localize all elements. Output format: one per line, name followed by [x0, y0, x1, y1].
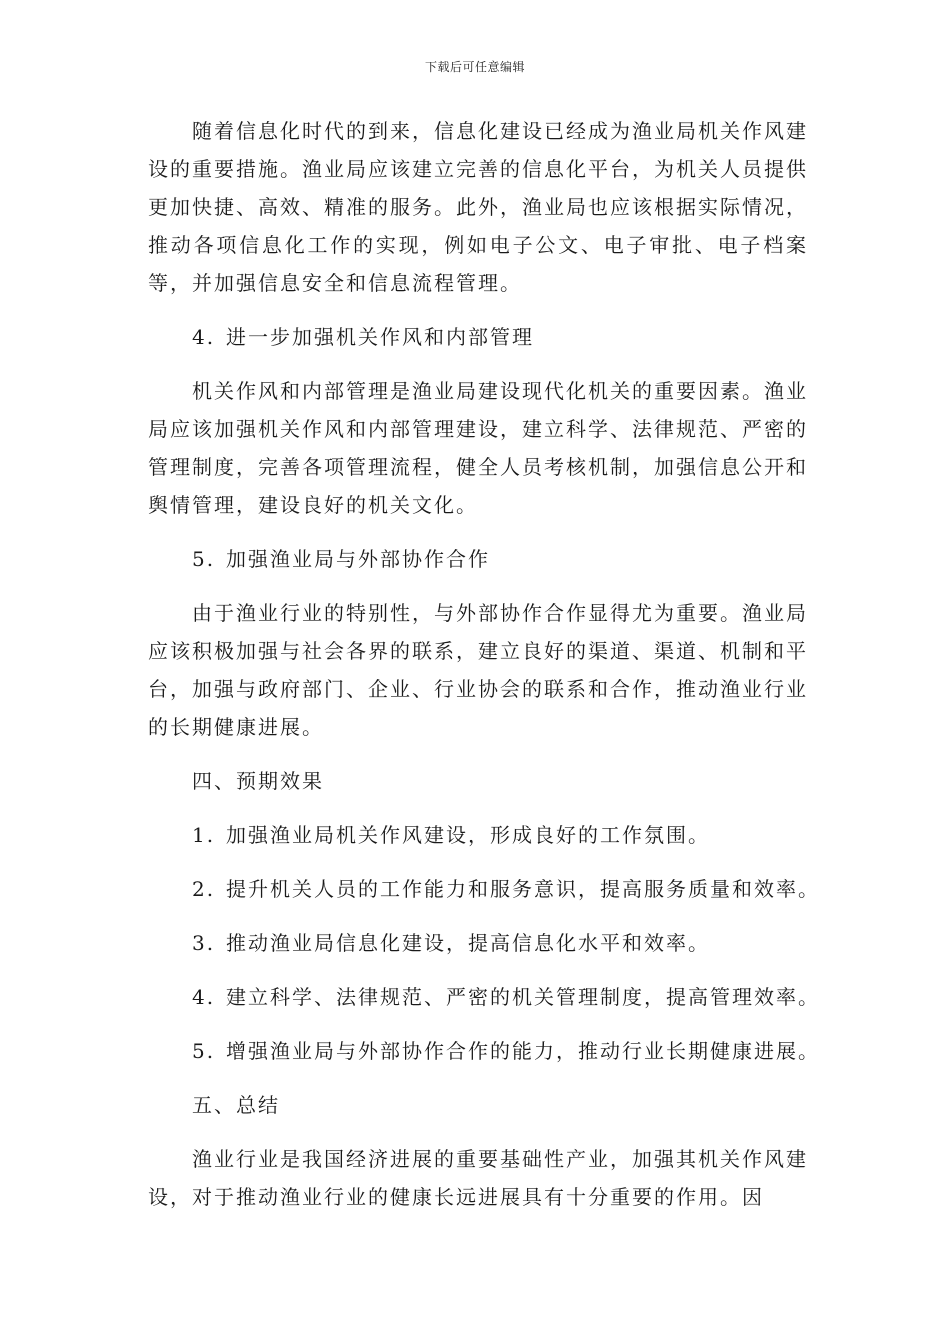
heading-summary: 五、总结 — [192, 1093, 280, 1117]
item-text: 推动渔业局信息化建设，提高信息化水平和效率。 — [226, 931, 710, 955]
effect-item-1 — [192, 816, 808, 854]
item-text: 增强渔业局与外部协作合作的能力，推动行业长期健康进展。 — [226, 1039, 820, 1063]
paragraph-summary: 渔业行业是我国经济进展的重要基础性产业，加强其机关作风建设，对于推动渔业行业的健康长远进展具有十分重要的作用。因 — [148, 1147, 808, 1209]
section-item-4-internal-management — [192, 318, 808, 356]
paragraph-internal-management: 机关作风和内部管理是渔业局建设现代化机关的重要因素。渔业局应该加强机关作风和内部管理建设，建立科学、法律规范、严密的管理制度，完善各项管理流程，健全人员考核机制，加强信息公开和舆情管理，建设良好的机关文化。 — [148, 379, 808, 517]
item-number: 2. — [192, 877, 216, 901]
effect-item-4 — [192, 978, 820, 1016]
paragraph-external-cooperation: 由于渔业行业的特别性，与外部协作合作显得尤为重要。渔业局应该积极加强与社会各界的联系，建立良好的渠道、渠道、机制和平台，加强与政府部门、企业、行业协会的联系和合作，推动渔业行业的长期健康进展。 — [148, 601, 808, 739]
item-number: 3. — [192, 931, 216, 955]
item-text: 加强渔业局与外部协作合作 — [226, 547, 490, 571]
item-text: 提升机关人员的工作能力和服务意识，提高服务质量和效率。 — [226, 877, 820, 901]
paragraph-informatization: 随着信息化时代的到来，信息化建设已经成为渔业局机关作风建设的重要措施。渔业局应该建立完善的信息化平台，为机关人员提供更加快捷、高效、精准的服务。此外，渔业局也应该根据实际情况，推动各项信息化工作的实现，例如电子公文、电子审批、电子档案等，并加强信息安全和信息流程管理。 — [148, 119, 808, 295]
effect-item-3 — [192, 924, 808, 962]
item-number: 1. — [192, 823, 216, 847]
item-text: 建立科学、法律规范、严密的机关管理制度，提高管理效率。 — [226, 985, 820, 1009]
effect-item-2 — [192, 870, 820, 908]
item-number: 5. — [192, 547, 216, 571]
section-item-5-external-cooperation — [192, 540, 808, 578]
item-text: 进一步加强机关作风和内部管理 — [226, 325, 534, 349]
effect-item-5 — [192, 1032, 820, 1070]
heading-expected-effects: 四、预期效果 — [192, 769, 324, 793]
item-number: 4. — [192, 325, 216, 349]
item-text: 加强渔业局机关作风建设，形成良好的工作氛围。 — [226, 823, 710, 847]
item-number: 4. — [192, 985, 216, 1009]
item-number: 5. — [192, 1039, 216, 1063]
page-header: 下载后可任意编辑 — [424, 60, 525, 74]
document-body — [148, 112, 820, 1232]
